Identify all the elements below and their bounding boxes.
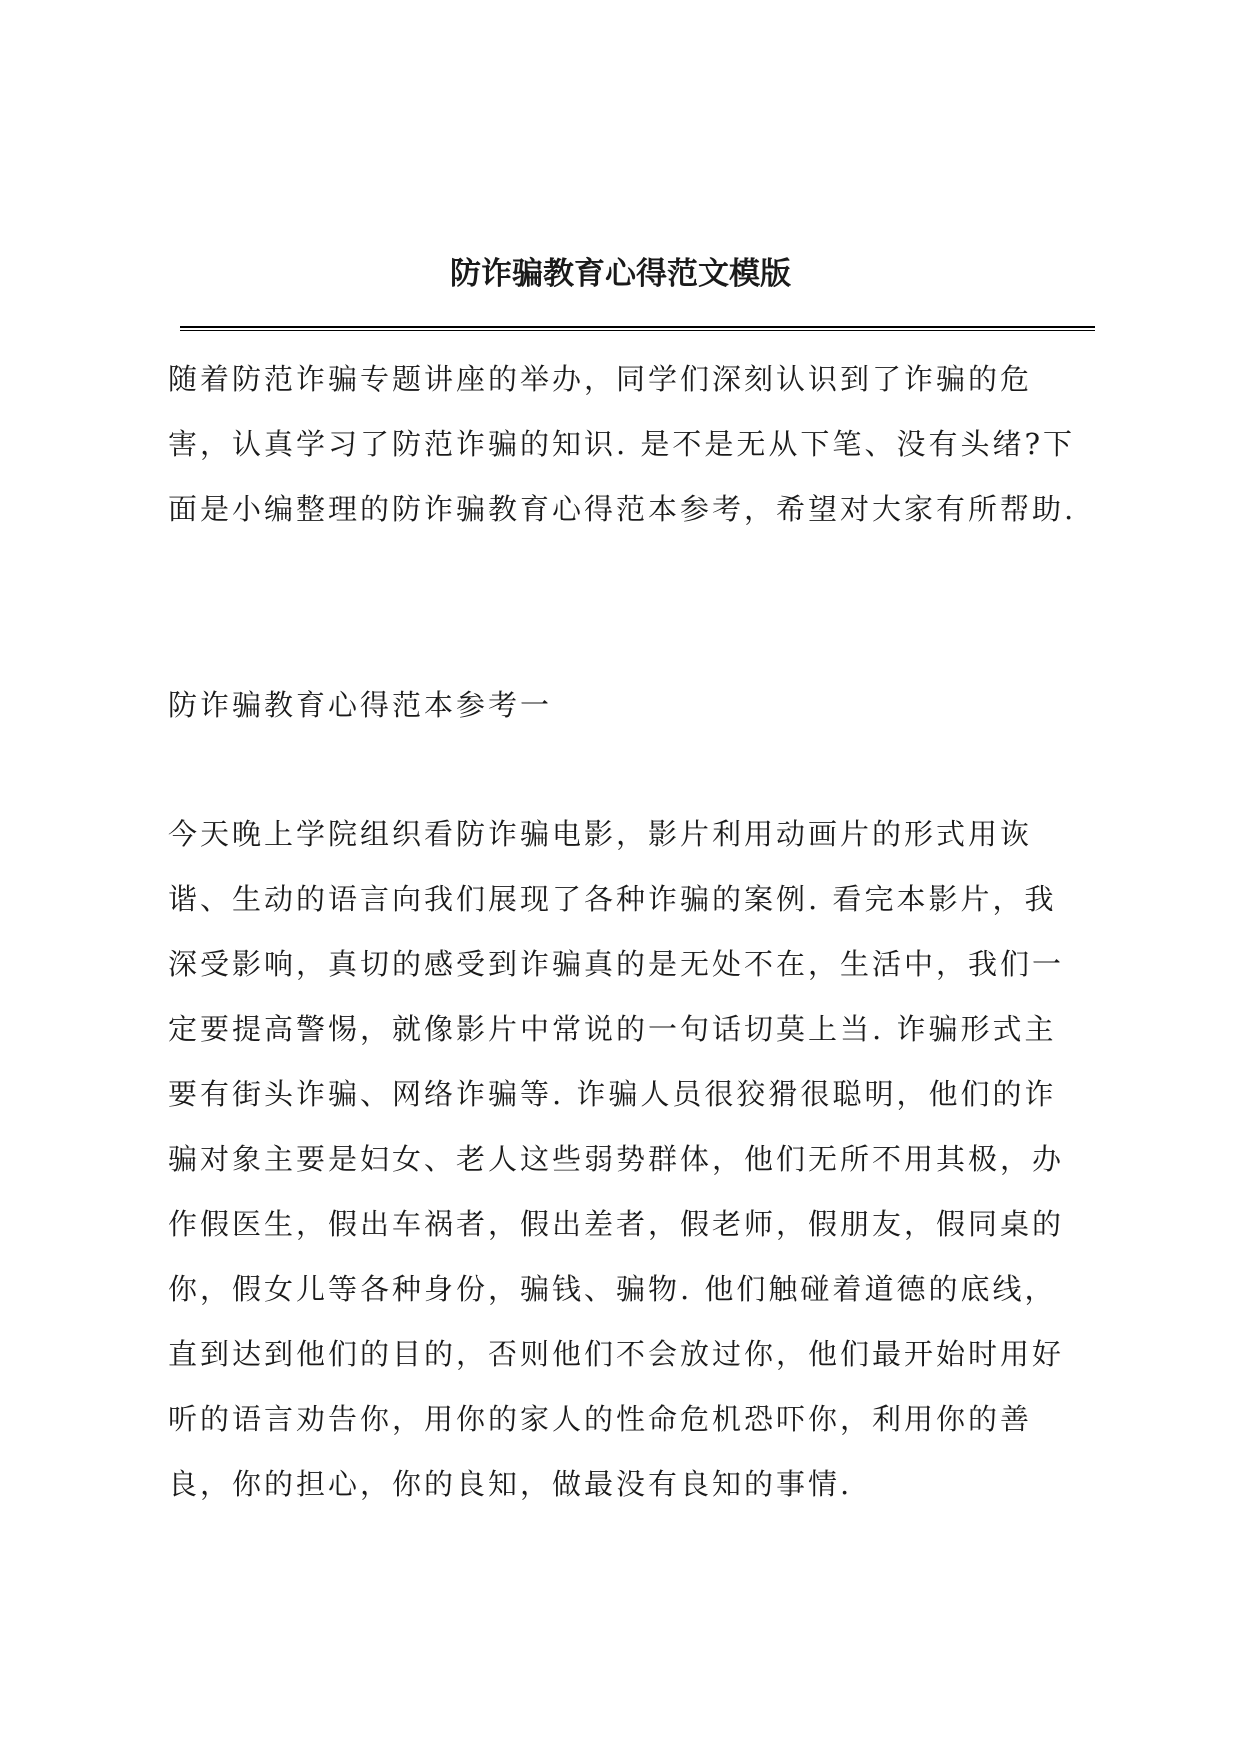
section-heading: 防诈骗教育心得范本参考一 [168, 688, 553, 722]
intro-paragraph: 随着防范诈骗专题讲座的举办，同学们深刻认识到了诈骗的危害，认真学习了防范诈骗的知识. 是不是无从下笔、没有头绪?下面是小编整理的防诈骗教育心得范本参考，希望对大家有所帮助. [168, 362, 1077, 526]
document-title: 防诈骗教育心得范文模版 [450, 256, 791, 292]
body-paragraph: 今天晚上学院组织看防诈骗电影，影片利用动画片的形式用诙谐、生动的语言向我们展现了各种诈骗的案例. 看完本影片，我深受影响，真切的感受到诈骗真的是无处不在，生活中，我们一定要提高警惕，就像影片中常说的一句话切莫上当. 诈骗形式主要有街头诈骗、网络诈骗等. 诈骗人员很狡猾很聪明，他们的诈骗对象主要是妇女、老人这些弱势群体，他们无所不用其极，办作假医生，假出车祸者，假出差者，假老师，假朋友，假同桌的你，假女儿等各种身份，骗钱、骗物. 他们触碰着道德的底线，直到达到他们的目的，否则他们不会放过你，他们最开始时用好听的语言劝告你，用你的家人的性命危机恐吓你，利用你的善良，你的担心，你的良知，做最没有良知的事情. [168, 817, 1065, 1501]
title-divider [180, 326, 1095, 331]
